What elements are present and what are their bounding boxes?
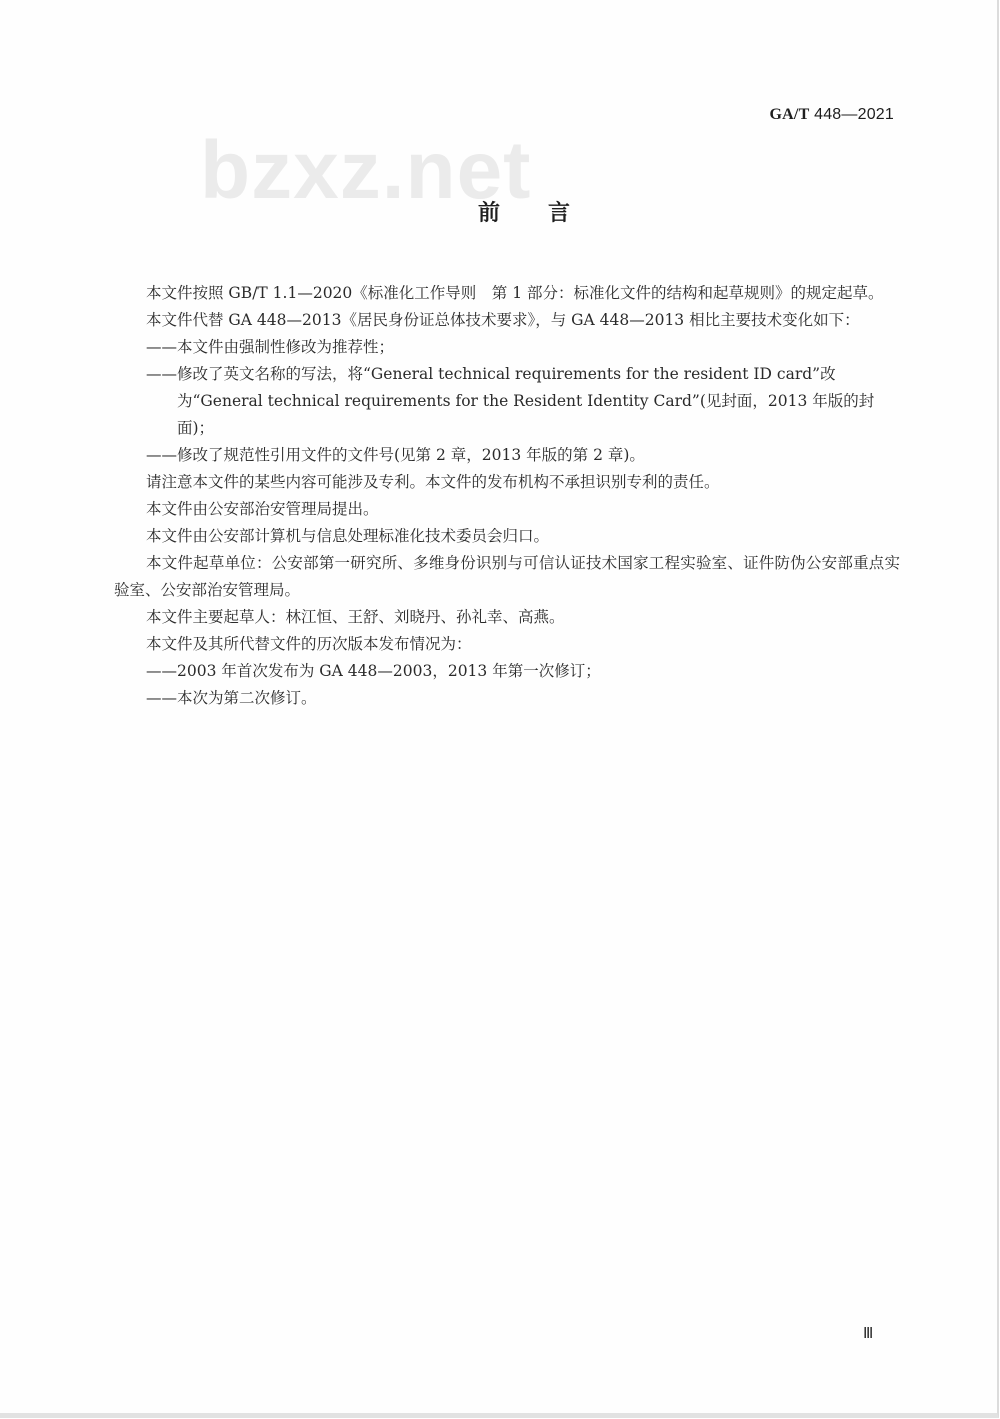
paragraph-proposer: 本文件由公安部治安管理局提出。: [146, 500, 379, 518]
paragraph-drafters: 本文件主要起草人：林江恒、王舒、刘晓丹、孙礼幸、高燕。: [146, 608, 565, 626]
watermark: bzxz.net: [200, 125, 532, 216]
change-item: ——本文件由强制性修改为推荐性；: [146, 338, 395, 356]
page-number: Ⅲ: [863, 1326, 874, 1342]
paragraph-drafting-rule: 本文件按照 GB/T 1.1—2020《标准化工作导则 第 1 部分：标准化文件的结构和起草规则》的规定起草。: [146, 284, 884, 302]
change-item: ——修改了规范性引用文件的文件号(见第 2 章，2013 年版的第 2 章)。: [146, 446, 645, 464]
document-id: [770, 106, 894, 124]
history-item: ——2003 年首次发布为 GA 448—2003，2013 年第一次修订；: [146, 662, 601, 680]
paragraph-committee: 本文件由公安部计算机与信息处理标准化技术委员会归口。: [146, 527, 550, 545]
paragraph-history: 本文件及其所代替文件的历次版本发布情况为：: [146, 635, 472, 653]
paragraph-patent-notice: 请注意本文件的某些内容可能涉及专利。本文件的发布机构不承担识别专利的责任。: [146, 473, 720, 491]
paragraph-drafting-units: 本文件起草单位：公安部第一研究所、多维身份识别与可信认证技术国家工程实验室、证件防伪公安部重点实验室、公安部治安管理局。: [114, 554, 900, 599]
document-body: [114, 280, 900, 712]
history-item: ——本次为第二次修订。: [146, 689, 317, 707]
doc-id-number: 448—2021: [809, 106, 894, 123]
change-item: ——修改了英文名称的写法，将“General technical requirements for the resident ID card”改为“General technical requirements for the Resident Identity Card”(见封面，2013 年版的封面)；: [146, 365, 875, 437]
paragraph-replaces: 本文件代替 GA 448—2013《居民身份证总体技术要求》，与 GA 448—2013 相比主要技术变化如下：: [146, 311, 860, 329]
doc-id-prefix: GA/T: [769, 106, 810, 123]
page-title: 前言: [477, 201, 618, 226]
